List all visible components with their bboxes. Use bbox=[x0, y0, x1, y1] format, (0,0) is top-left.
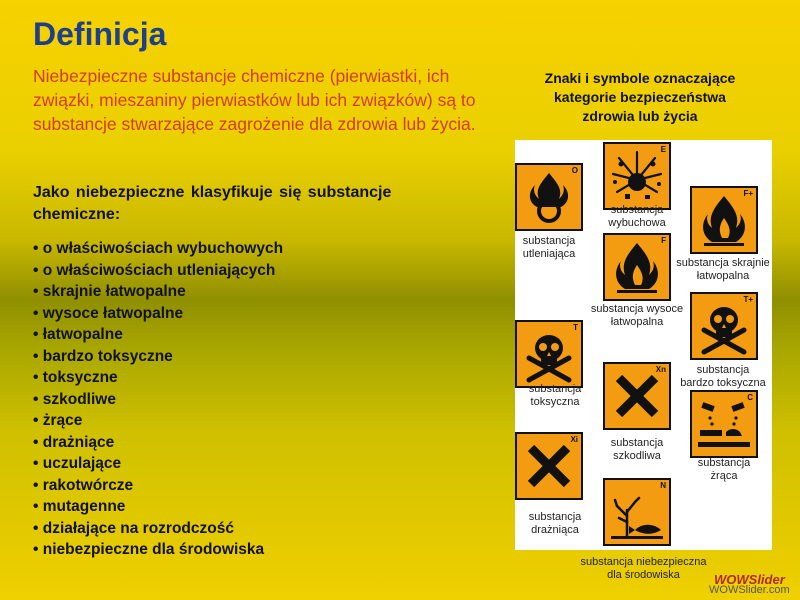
flame-over-circle-icon bbox=[517, 165, 581, 229]
list-item: • wysoce łatwopalne bbox=[33, 304, 184, 322]
symbol-caption: substancja wysoce łatwopalna bbox=[590, 303, 684, 328]
watermark bbox=[706, 572, 792, 596]
hazard-symbols-panel bbox=[515, 140, 772, 550]
list-item: • działające na rozrodczość bbox=[33, 519, 234, 537]
corrosion-icon bbox=[692, 392, 756, 456]
flame-icon bbox=[692, 188, 756, 252]
flame-icon bbox=[605, 235, 669, 299]
list-item: • mutagenne bbox=[33, 498, 126, 515]
list-item: • niebezpieczne dla środowiska bbox=[33, 541, 265, 558]
symbol-caption: substancja wybuchowa bbox=[608, 204, 666, 229]
symbol-environment: N bbox=[603, 478, 671, 546]
list-item: • drażniące bbox=[33, 433, 115, 451]
classification-intro: Jako niebezpieczne klasyfikuje się substancje chemiczne: bbox=[33, 184, 392, 223]
symbol-toxic: T bbox=[515, 320, 583, 388]
list-item: • żrące bbox=[33, 412, 83, 429]
symbol-very-toxic: T+ bbox=[690, 292, 758, 360]
symbol-caption: substancja szkodliwa bbox=[610, 437, 664, 462]
list-item: • łatwopalne bbox=[33, 326, 123, 343]
watermark-logo: WOWSlider bbox=[714, 572, 785, 587]
definition-text: Niebezpieczne substancje chemiczne (pierwiastki, ich związki, mieszaniny pierwiastków lub ich związków) są to substancje stwarzające zagrożenie dla zdrowia lub życia. bbox=[33, 66, 476, 134]
symbol-caption: substancja drażniąca bbox=[528, 511, 582, 536]
list-item: • uczulające bbox=[33, 455, 122, 472]
symbol-caption: substancja skrajnie łatwopalna bbox=[676, 257, 770, 282]
symbol-highly-flammable: F bbox=[603, 233, 671, 301]
symbol-caption: substancja bardzo toksyczna bbox=[680, 364, 766, 389]
symbol-corrosive: C bbox=[690, 390, 758, 458]
list-item: • o właściwościach wybuchowych bbox=[33, 240, 284, 257]
dead-tree-fish-icon bbox=[605, 480, 669, 544]
list-item: • szkodliwe bbox=[33, 390, 116, 408]
list-item: • o właściwościach utleniających bbox=[33, 261, 276, 279]
symbol-explosive: E bbox=[603, 142, 671, 210]
list-item: • rakotwórcze bbox=[33, 476, 134, 494]
cross-icon bbox=[517, 434, 581, 498]
cross-icon bbox=[605, 364, 669, 428]
list-item: • toksyczne bbox=[33, 369, 118, 386]
explosion-icon bbox=[605, 144, 669, 208]
slide-title: Definicja bbox=[33, 16, 167, 52]
symbol-oxidizing: O bbox=[515, 163, 583, 231]
symbol-caption: substancja utleniająca bbox=[522, 235, 576, 260]
symbol-caption: substancja żrąca bbox=[697, 457, 751, 482]
hazard-category-list bbox=[33, 238, 283, 561]
symbol-caption: substancja toksyczna bbox=[528, 383, 582, 408]
symbol-caption-environment: substancja niebezpieczna dla środowiska bbox=[580, 556, 707, 581]
list-item: • bardzo toksyczne bbox=[33, 347, 173, 365]
list-item: • skrajnie łatwopalne bbox=[33, 283, 186, 300]
skull-crossbones-icon bbox=[517, 322, 581, 386]
symbol-extremely-flammable: F+ bbox=[690, 186, 758, 254]
symbol-harmful: Xn bbox=[603, 362, 671, 430]
watermark-url: WOWSlider.com bbox=[709, 584, 790, 596]
symbols-panel-title: Znaki i symbole oznaczające kategorie bezpieczeństwa zdrowia lub życia bbox=[544, 70, 736, 124]
symbol-irritant: Xi bbox=[515, 432, 583, 500]
skull-crossbones-icon bbox=[692, 294, 756, 358]
